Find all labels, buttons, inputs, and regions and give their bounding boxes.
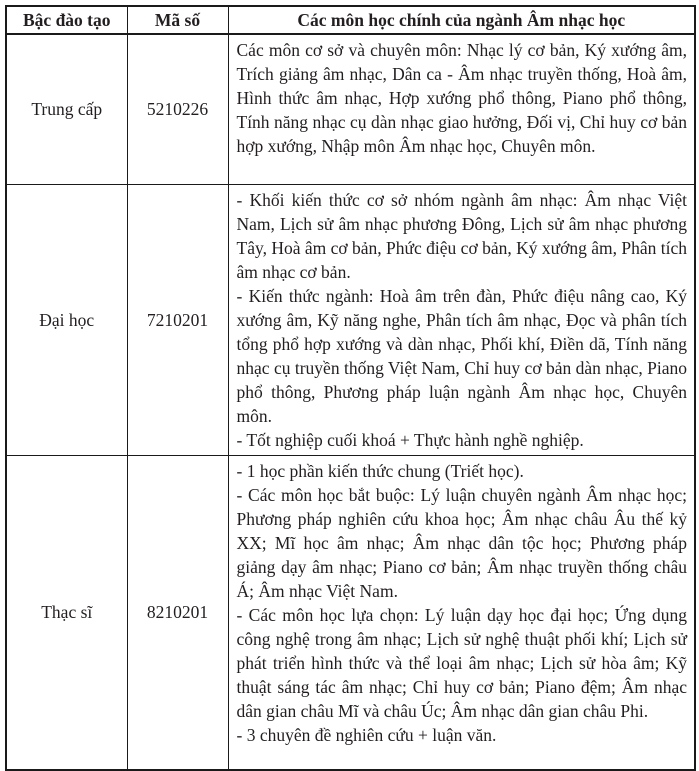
- subjects-cell: [228, 34, 695, 184]
- subjects-paragraph: - Khối kiến thức cơ sở nhóm ngành âm nhạc: Âm nhạc Việt Nam, Lịch sử âm nhạc phương Đông, Lịch sử âm nhạc phương Tây, Hoà âm cơ bản, Phức điệu cơ bản, Ký xướng âm, Phân tích âm nhạc cơ bản.: [236, 189, 687, 282]
- header-code: Mã số: [127, 6, 228, 34]
- table-row-thac-si: [6, 455, 695, 770]
- subjects-cell: [228, 455, 695, 770]
- subjects-paragraph: - 3 chuyên đề nghiên cứu + luận văn.: [236, 724, 497, 745]
- code-cell: 5210226: [127, 34, 228, 184]
- subjects-paragraph: - Tốt nghiệp cuối khoá + Thực hành nghề nghiệp.: [236, 429, 584, 450]
- table-row-dai-hoc: [6, 184, 695, 455]
- subjects-paragraph: Các môn cơ sở và chuyên môn: Nhạc lý cơ bản, Ký xướng âm, Trích giảng âm nhạc, Dân ca - Âm nhạc truyền thống, Hoà âm, Hình thức âm nhạc, Hợp xướng phổ thông, Piano phổ thông, Tính năng nhạc cụ dàn nhạc giao hưởng, Đối vị, Chỉ huy cơ bản hợp xướng, Nhập môn Âm nhạc học, Chuyên môn.: [236, 40, 687, 156]
- header-training-level: Bậc đào tạo: [6, 6, 127, 34]
- code-cell: 7210201: [127, 184, 228, 455]
- code-cell: 8210201: [127, 455, 228, 770]
- table-header-row: [6, 6, 695, 34]
- subjects-paragraph: - Các môn học bắt buộc: Lý luận chuyên ngành Âm nhạc học; Phương pháp nghiên cứu khoa học; Âm nhạc châu Âu thế kỷ XX; Mĩ học âm nhạc; Âm nhạc dân tộc học; Phương pháp giảng dạy âm nhạc; Piano cơ bản; Âm nhạc truyền thống châu Á; Âm nhạc Việt Nam.: [236, 484, 687, 601]
- level-cell: Đại học: [6, 184, 127, 455]
- level-cell: Thạc sĩ: [6, 455, 127, 770]
- curriculum-table: [5, 5, 696, 771]
- level-cell: Trung cấp: [6, 34, 127, 184]
- table-row-trung-cap: [6, 34, 695, 184]
- subjects-paragraph: - 1 học phần kiến thức chung (Triết học).: [236, 460, 524, 481]
- subjects-paragraph: - Các môn học lựa chọn: Lý luận dạy học đại học; Ứng dụng công nghệ trong âm nhạc; Lịch sử nghệ thuật phối khí; Lịch sử phát triển hình thức và thể loại âm nhạc; Lịch sử hòa âm; Kỹ thuật sáng tác âm nhạc; Chỉ huy cơ bản; Piano đệm; Âm nhạc dân gian châu Mĩ và châu Úc; Âm nhạc dân gian châu Phi.: [236, 604, 687, 721]
- subjects-paragraph: - Kiến thức ngành: Hoà âm trên đàn, Phức điệu nâng cao, Ký xướng âm, Kỹ năng nghe, Phân tích âm nhạc, Đọc và phân tích tổng phổ hợp xướng và dàn nhạc, Phối khí, Điền dã, Tính năng nhạc cụ truyền thống Việt Nam, Chỉ huy cơ bản dàn nhạc, Piano phổ thông, Phương pháp luận ngành Âm nhạc học, Chuyên môn.: [236, 285, 687, 426]
- header-main-subjects: Các môn học chính của ngành Âm nhạc học: [228, 6, 695, 34]
- subjects-cell: [228, 184, 695, 455]
